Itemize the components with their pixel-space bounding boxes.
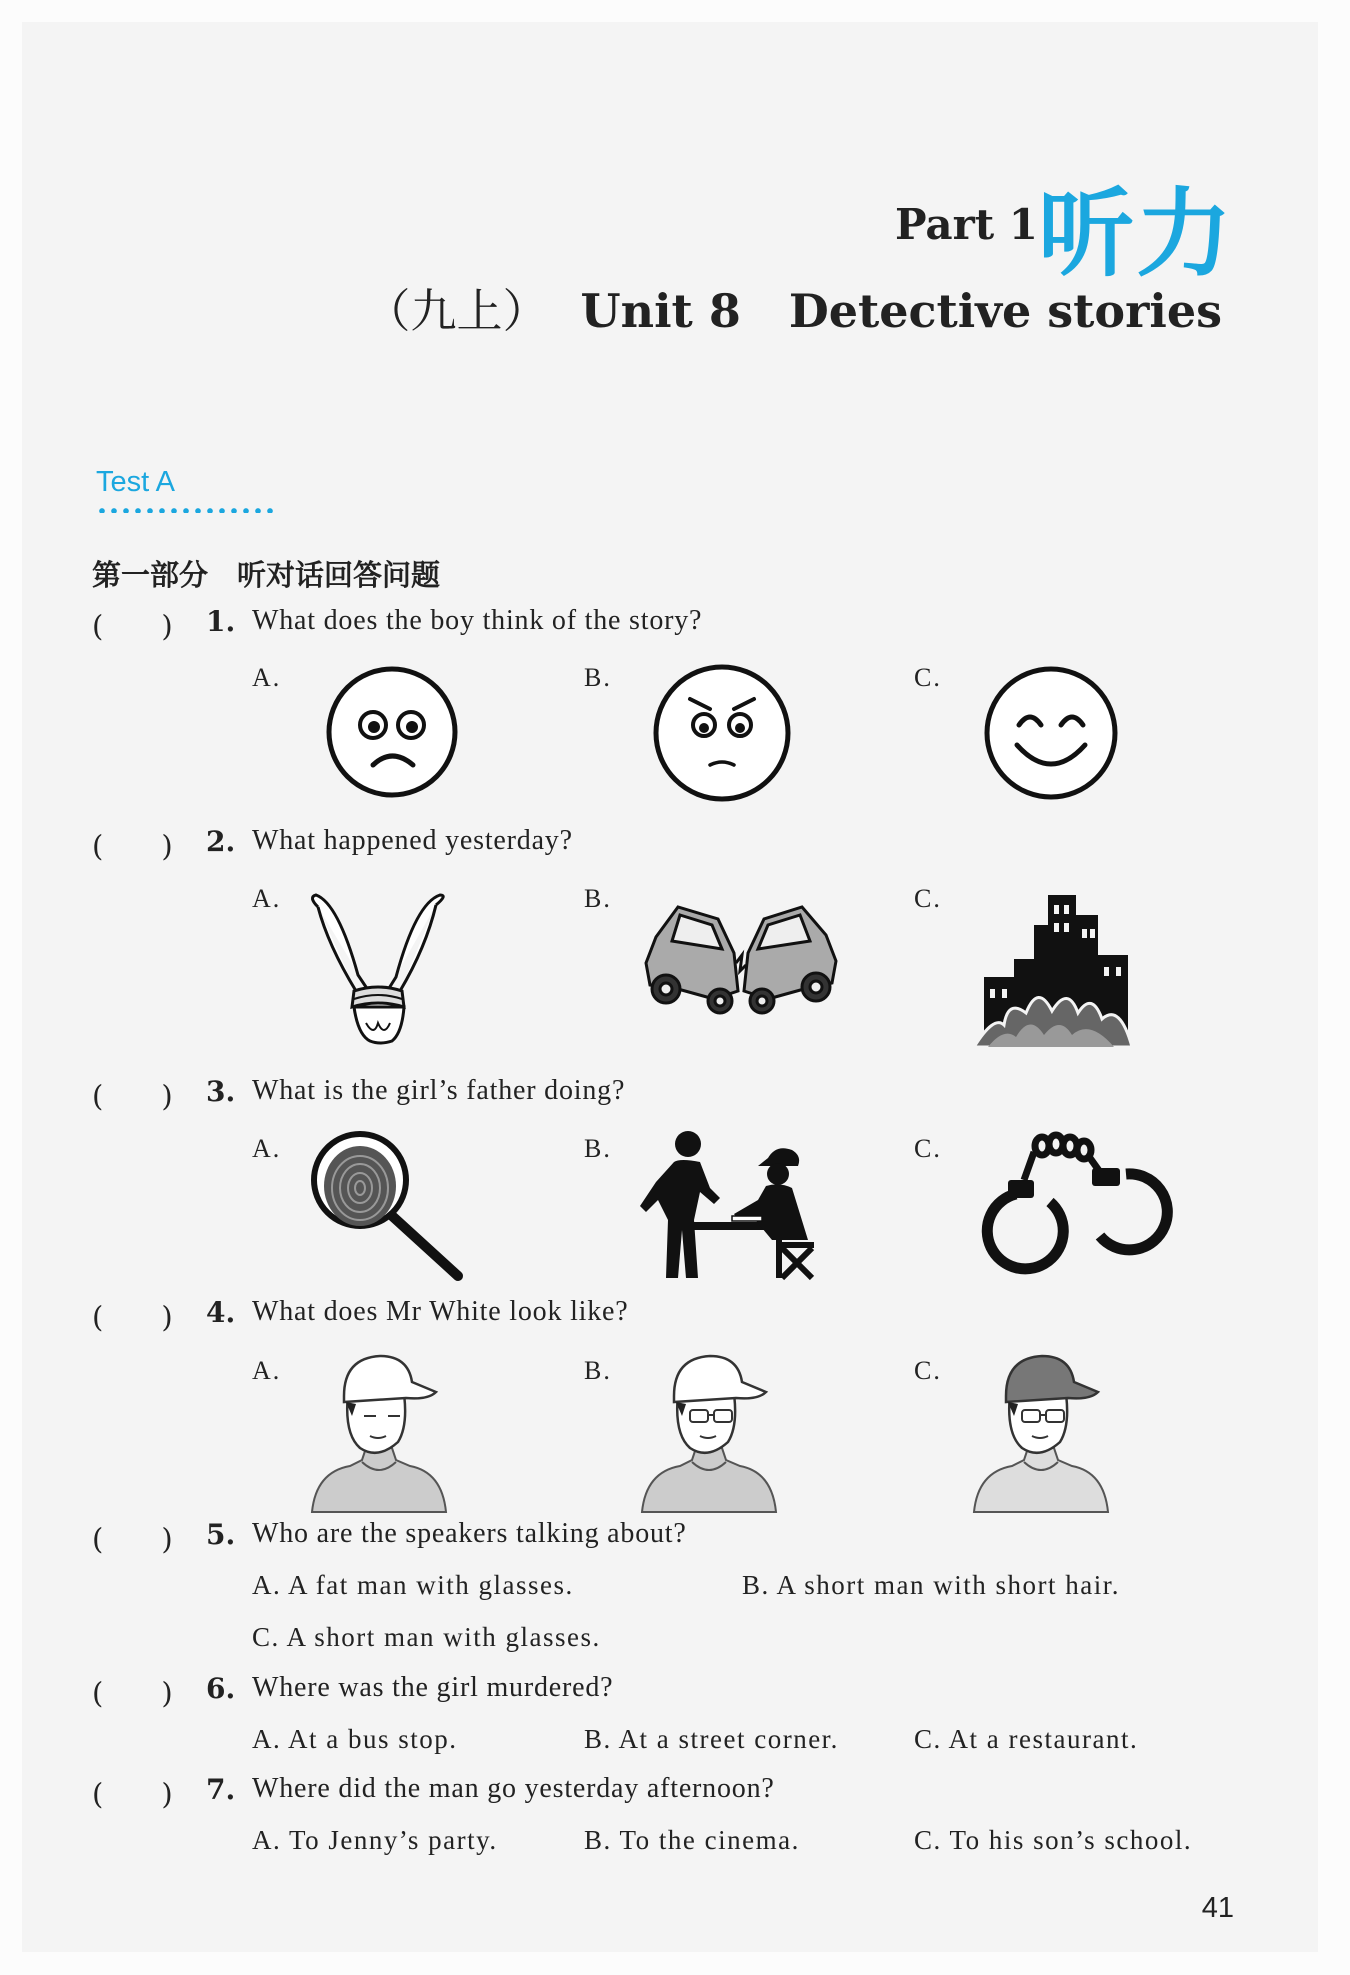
man-cap-glasses-icon (640, 1352, 780, 1512)
option-a: A. A fat man with glasses. (252, 1570, 574, 1600)
unit-name: Detective stories (788, 284, 1222, 338)
answer-blank[interactable]: ( ) (92, 1522, 173, 1556)
option-c: C. To his son’s school. (914, 1825, 1193, 1855)
option-label: B. (584, 1134, 612, 1163)
option-c: C. At a restaurant. (914, 1724, 1139, 1754)
unit-label: Unit 8 (580, 284, 741, 338)
option-label: B. (584, 1356, 612, 1385)
test-label: Test A (96, 466, 175, 498)
option-label: C. (914, 1356, 942, 1385)
option-c: C. A short man with glasses. (252, 1622, 601, 1652)
option-a: A. To Jenny’s party. (252, 1825, 498, 1855)
option-a: A. At a bus stop. (252, 1724, 458, 1754)
smiling-face-icon (983, 665, 1119, 801)
question-number: 4. (206, 1296, 236, 1329)
question-text: Where was the girl murdered? (252, 1672, 614, 1703)
man-cap-icon (310, 1352, 450, 1512)
question-number: 2. (206, 825, 236, 858)
option-label: B. (584, 663, 612, 692)
page-number: 41 (1201, 1892, 1234, 1924)
question-number: 3. (206, 1075, 236, 1108)
option-b: B. To the cinema. (584, 1825, 800, 1855)
interrogation-icon (640, 1130, 818, 1280)
answer-blank[interactable]: ( ) (92, 1079, 173, 1113)
question-text: What does Mr White look like? (252, 1296, 629, 1327)
question-number: 1. (206, 605, 236, 638)
option-b: B. A short man with short hair. (742, 1570, 1121, 1600)
section-title: 第一部分 听对话回答问题 (92, 558, 441, 592)
option-label: A. (252, 884, 282, 913)
answer-blank[interactable]: ( ) (92, 829, 173, 863)
handcuffs-icon (972, 1134, 1172, 1280)
burning-city-icon (974, 895, 1134, 1047)
question-number: 7. (206, 1773, 236, 1806)
option-label: C. (914, 663, 942, 692)
option-b: B. At a street corner. (584, 1724, 839, 1754)
question-number: 5. (206, 1518, 236, 1551)
answer-blank[interactable]: ( ) (92, 609, 173, 643)
grade-label: （九上） (364, 284, 549, 338)
answer-blank[interactable]: ( ) (92, 1300, 173, 1334)
question-number: 6. (206, 1672, 236, 1705)
dotted-underline (96, 508, 274, 513)
tied-hands-icon (308, 895, 448, 1045)
question-text: Where did the man go yesterday afternoon? (252, 1773, 775, 1804)
option-label: C. (914, 884, 942, 913)
part-label: Part 1 (894, 200, 1038, 249)
option-label: A. (252, 663, 282, 692)
question-text: What happened yesterday? (252, 825, 573, 856)
magnifier-fingerprint-icon (310, 1130, 468, 1280)
option-label: A. (252, 1356, 282, 1385)
option-label: A. (252, 1134, 282, 1163)
worried-face-icon (652, 663, 792, 803)
question-text: What does the boy think of the story? (252, 605, 703, 636)
unit-title-line (364, 275, 1222, 341)
answer-blank[interactable]: ( ) (92, 1777, 173, 1811)
option-label: C. (914, 1134, 942, 1163)
car-crash-icon (638, 893, 844, 1019)
question-text: Who are the speakers talking about? (252, 1518, 687, 1549)
question-text: What is the girl’s father doing? (252, 1075, 626, 1106)
part-chinese-title: 听力 (1038, 178, 1234, 290)
sad-face-icon (325, 665, 460, 800)
answer-blank[interactable]: ( ) (92, 1676, 173, 1710)
option-label: B. (584, 884, 612, 913)
man-dark-cap-glasses-icon (972, 1352, 1112, 1512)
